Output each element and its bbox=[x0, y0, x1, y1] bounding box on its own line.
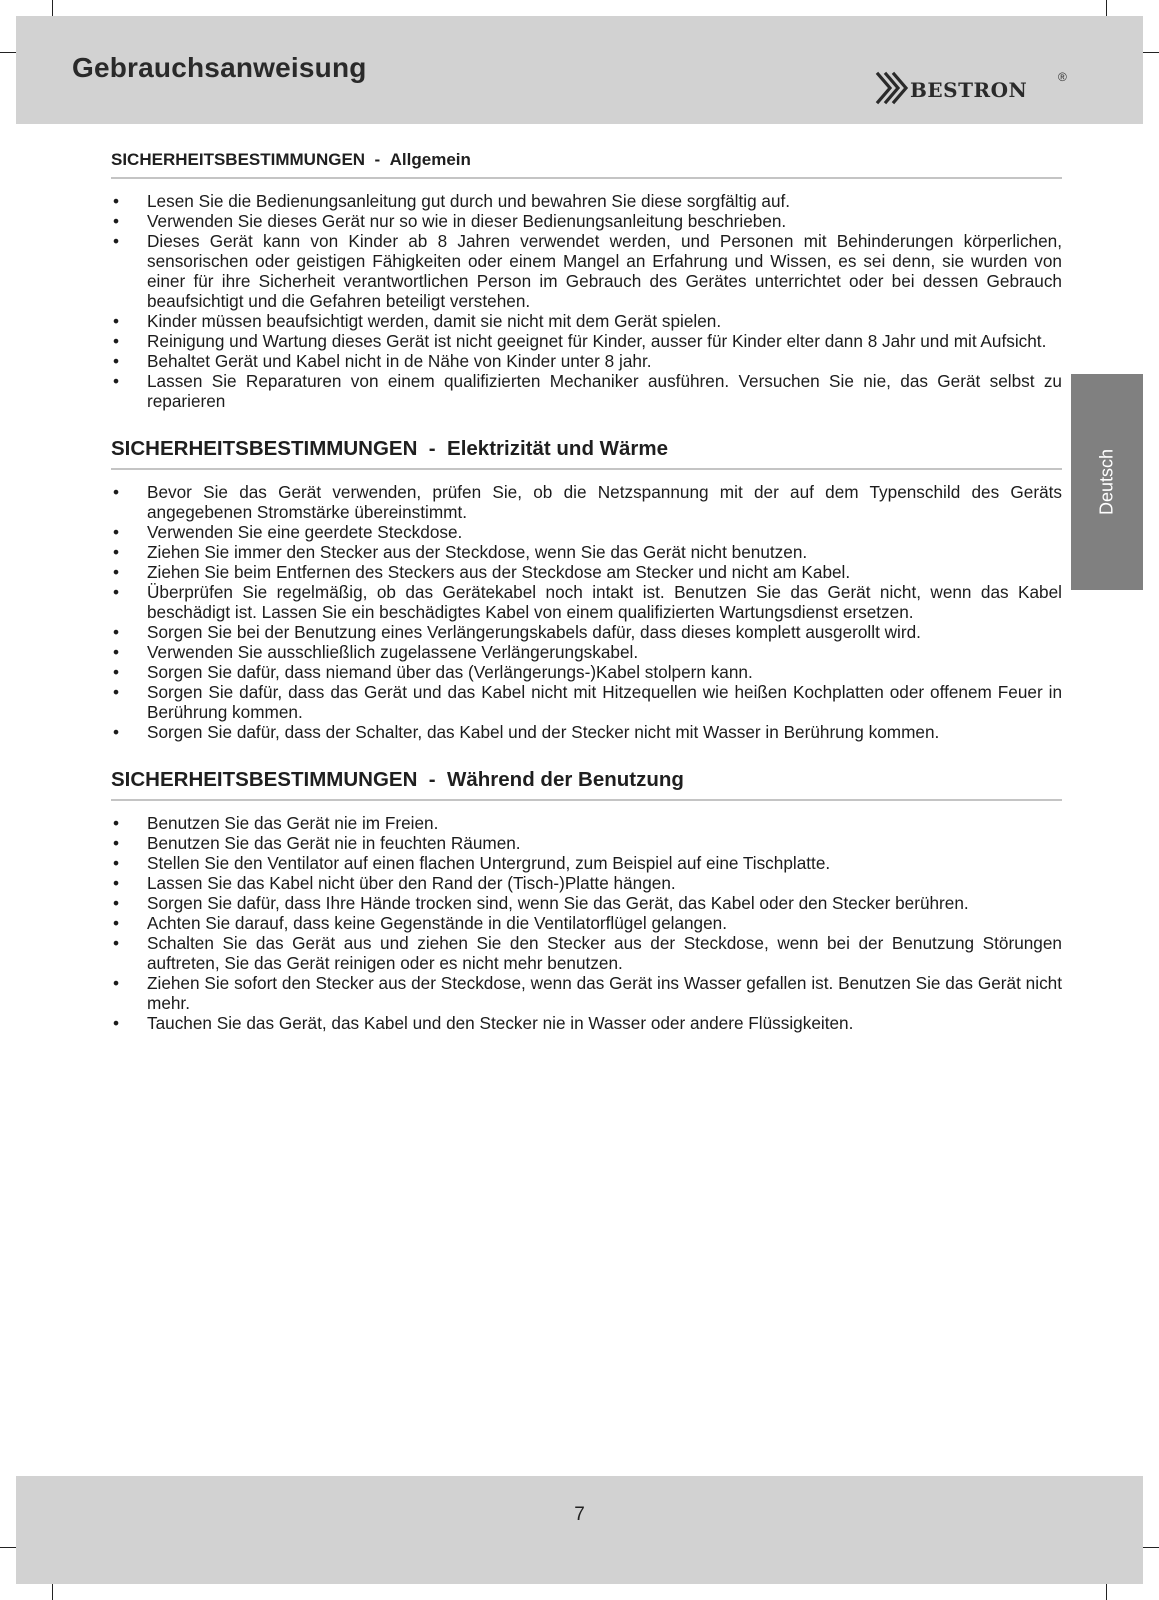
bullet-list bbox=[111, 191, 1062, 411]
list-item: • Lassen Sie das Kabel nicht über den Rand der (Tisch-)Platte hängen. bbox=[111, 873, 1062, 893]
list-item: • Ziehen Sie immer den Stecker aus der Steckdose, wenn Sie das Gerät nicht benutzen. bbox=[111, 542, 1062, 562]
list-item: • Schalten Sie das Gerät aus und ziehen Sie den Stecker aus der Steckdose, wenn bei der Benutzung Störungen auftreten, Sie das Gerät reinigen oder es nicht mehr benutzen. bbox=[111, 933, 1062, 973]
page-title: Gebrauchsanweisung bbox=[72, 52, 367, 83]
list-item: • Ziehen Sie sofort den Stecker aus der Steckdose, wenn das Gerät ins Wasser gefallen ist. Benutzen Sie das Gerät nicht mehr. bbox=[111, 973, 1062, 1013]
list-item: • Verwenden Sie dieses Gerät nur so wie in dieser Bedienungsanleitung beschrieben. bbox=[111, 211, 1062, 231]
brand-chevron-icon bbox=[874, 68, 914, 108]
brand-wordmark bbox=[910, 71, 1028, 104]
bullet-list bbox=[111, 813, 1062, 1033]
list-item: • Verwenden Sie eine geerdete Steckdose. bbox=[111, 522, 1062, 542]
list-item: • Sorgen Sie bei der Benutzung eines Verlängerungskabels dafür, dass dieses komplett ausgerollt wird. bbox=[111, 622, 1062, 642]
section-heading-main: SICHERHEITSBESTIMMUNGEN bbox=[111, 768, 418, 791]
list-item: • Reinigung und Wartung dieses Gerät ist nicht geeignet für Kinder, ausser für Kinder elter dann 8 Jahr und mit Aufsicht. bbox=[111, 331, 1062, 351]
list-item: • Benutzen Sie das Gerät nie in feuchten Räumen. bbox=[111, 833, 1062, 853]
section-electricity bbox=[111, 437, 1062, 742]
section-general bbox=[111, 150, 1062, 411]
brand-wordmark-text: bestron bbox=[910, 71, 1028, 104]
list-item: • Sorgen Sie dafür, dass Ihre Hände trocken sind, wenn Sie das Gerät, das Kabel oder den Stecker berühren. bbox=[111, 893, 1062, 913]
language-tab-label: Deutsch bbox=[1096, 448, 1117, 516]
list-item: • Sorgen Sie dafür, dass der Schalter, das Kabel und der Stecker nicht mit Wasser in Berührung kommen. bbox=[111, 722, 1062, 742]
list-item: • Kinder müssen beaufsichtigt werden, damit sie nicht mit dem Gerät spielen. bbox=[111, 311, 1062, 331]
section-heading bbox=[111, 437, 1062, 470]
list-item: • Verwenden Sie ausschließlich zugelassene Verlängerungskabel. bbox=[111, 642, 1062, 662]
list-item: • Ziehen Sie beim Entfernen des Steckers aus der Steckdose am Stecker und nicht am Kabel. bbox=[111, 562, 1062, 582]
section-heading bbox=[111, 768, 1062, 801]
list-item: • Bevor Sie das Gerät verwenden, prüfen Sie, ob die Netzspannung mit der auf dem Typenschild des Geräts angegebenen Stromstärke übereinstimmt. bbox=[111, 482, 1062, 522]
brand-logo bbox=[874, 60, 1074, 116]
section-heading-sep: - bbox=[428, 768, 436, 791]
list-item: • Achten Sie darauf, dass keine Gegenstände in die Ventilatorflügel gelangen. bbox=[111, 913, 1062, 933]
section-heading-main: SICHERHEITSBESTIMMUNGEN bbox=[111, 437, 418, 460]
section-heading-sep: - bbox=[374, 150, 381, 169]
list-item: • Benutzen Sie das Gerät nie im Freien. bbox=[111, 813, 1062, 833]
registered-mark: ® bbox=[1058, 70, 1067, 84]
page-number: 7 bbox=[574, 1504, 585, 1525]
bullet-list bbox=[111, 482, 1062, 742]
list-item: • Sorgen Sie dafür, dass niemand über das (Verlängerungs-)Kabel stolpern kann. bbox=[111, 662, 1062, 682]
list-item: • Stellen Sie den Ventilator auf einen flachen Untergrund, zum Beispiel auf eine Tischplatte. bbox=[111, 853, 1062, 873]
section-heading-main: SICHERHEITSBESTIMMUNGEN bbox=[111, 150, 366, 169]
section-heading-sub: Während der Benutzung bbox=[447, 768, 684, 791]
language-tab bbox=[1071, 374, 1143, 590]
list-item: • Lesen Sie die Bedienungsanleitung gut durch und bewahren Sie diese sorgfältig auf. bbox=[111, 191, 1062, 211]
section-heading-sep: - bbox=[428, 437, 436, 460]
content bbox=[111, 150, 1062, 1055]
list-item: • Tauchen Sie das Gerät, das Kabel und den Stecker nie in Wasser oder andere Flüssigkeiten. bbox=[111, 1013, 1062, 1033]
section-heading-sub: Allgemein bbox=[389, 150, 471, 169]
footer-band bbox=[16, 1476, 1143, 1584]
section-during-use bbox=[111, 768, 1062, 1033]
list-item: • Behaltet Gerät und Kabel nicht in de Nähe von Kinder unter 8 jahr. bbox=[111, 351, 1062, 371]
list-item: • Sorgen Sie dafür, dass das Gerät und das Kabel nicht mit Hitzequellen wie heißen Kochplatten oder offenem Feuer in Berührung kommen. bbox=[111, 682, 1062, 722]
section-heading-sub: Elektrizität und Wärme bbox=[447, 437, 669, 460]
section-heading bbox=[111, 150, 1062, 179]
list-item: • Überprüfen Sie regelmäßig, ob das Gerätekabel noch intakt ist. Benutzen Sie das Gerät nicht, wenn das Kabel beschädigt ist. Lassen Sie ein beschädigtes Kabel von einem qualifizierten Wartungsdienst ersetzen. bbox=[111, 582, 1062, 622]
list-item: • Lassen Sie Reparaturen von einem qualifizierten Mechaniker ausführen. Versuchen Sie nie, das Gerät selbst zu reparieren bbox=[111, 371, 1062, 411]
list-item: • Dieses Gerät kann von Kinder ab 8 Jahren verwendet werden, und Personen mit Behinderungen körperlichen, sensorischen oder geistigen Fähigkeiten oder einem Mangel an Erfahrung und Wissen, es sei denn, sie wurden von einer für ihre Sicherheit verantwortlichen Person im Gebrauch des Gerätes unterrichtet oder bei dessen Gebrauch beaufsichtigt und die Gefahren beteiligt verstehen. bbox=[111, 231, 1062, 311]
